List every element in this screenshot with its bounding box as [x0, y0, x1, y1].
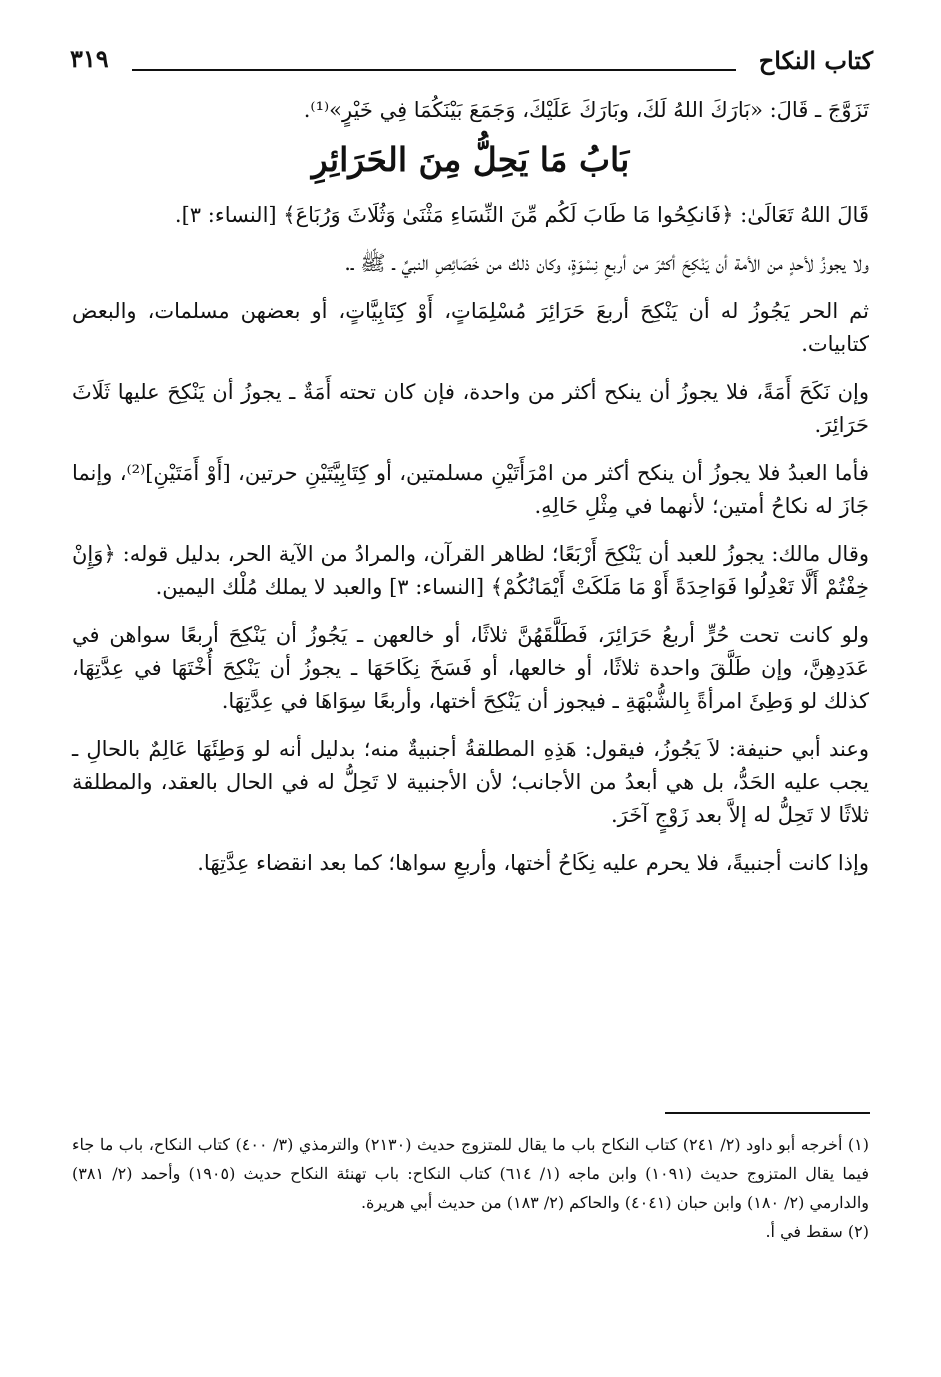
paragraph-conclusion: وإذا كانت أجنبيةً، فلا يحرم عليه نِكَاحُ أختها، وأربعِ سواها؛ كما بعد انقضاء عِدَّتِهَا.: [197, 851, 869, 875]
footnotes: [72, 1130, 869, 1246]
paragraph-quran-verse: قَالَ اللهُ تَعَالَىٰ: ﴿فَانكِحُوا مَا طَابَ لَكُم مِّنَ النِّسَاءِ مَثْنَىٰ وَثُلَاثَ وَرُبَاعَ﴾ [النساء: ٣].: [174, 203, 869, 227]
footnote-1: (١) أخرجه أبو داود (٢/ ٢٤١) كتاب النكاح باب ما يقال للمتزوج حديث (٢١٣٠) والترمذي (٣/ ٤٠٠) كتاب النكاح، باب ما جاء فيما يقال المتزوج حديث (١٠٩١) وابن ماجه (١/ ٦١٤) كتاب النكاح: باب تهنئة النكاح حديث (١٩٠٥) وأحمد (٢/ ٣٨١) والدارمي (٢/ ١٨٠) وابن حبان (٤٠٤١) والحاكم (٢/ ١٨٣) من حديث أبي هريرة.: [72, 1135, 870, 1212]
paragraph-abu-hanifa: وعند أبي حنيفة: لاَ يَجُوزُ، فيقول: هَذِهِ المطلقةُ أجنبيةٌ منه؛ بدليل أنه لو وَطِئَهَا عَالِمٌ بالحالِ ـ يجب عليه الحَدُّ، بل هي أبعدُ من الأجانب؛ لأن الأجنبية لا تَحِلُّ له في الحال بالعقد، والمطلقة ثلاثًا لا تَحِلُّ له إلاَّ بعد زَوْجٍ آخَرَ.: [72, 737, 869, 827]
page-number: ٣١٩: [70, 44, 109, 73]
paragraph-slave-man: فأما العبدُ فلا يجوزُ أن ينكح أكثر من امْرَأَتَيْنِ مسلمتين، أو كِتَابِيَّتَيْنِ حرتين، [أَوْ أَمَتَيْنِ]⁽²⁾، وإنما جَازَ له نكاحُ أمتين؛ لأنهما في مِثْلِ حَالِهِ.: [72, 461, 869, 518]
intro-line: تَزَوَّجَ ـ قَالَ: «بَارَكَ اللهُ لَكَ، وبَارَكَ عَلَيْكَ، وَجَمَعَ بَيْنَكُمَا فِي خَيْرٍ»⁽¹⁾.: [303, 98, 869, 122]
paragraph-four-wives: ولا يجوزُ لأحدٍ من الأمة أن يَنْكِحَ أكثرَ من أربعِ نِسْوَةٍ، وكان ذلك من خَصَائِصِ النبيِّ ـ ﷺ ـ.: [344, 251, 869, 275]
paragraph-free-man: ثم الحر يَجُوزُ له أن يَنْكِحَ أربعَ حَرَائِرَ مُسْلِمَاتٍ، أَوْ كِتَابِيَّاتٍ، أو بعضهن مسلمات، والبعض كتابيات.: [72, 299, 869, 356]
header-rule: [132, 69, 736, 71]
paragraph-divorce: ولو كانت تحت حُرٍّ أربعُ حَرَائِرَ، فَطَلَّقَهُنَّ ثلاثًا، أو خالعهن ـ يَجُوزُ أن يَنْكِحَ أربعًا سواهن في عَدَدِهِنَّ، وإن طَلَّقَ واحدة ثلاثًا، أو خالعها، أو فَسَخَ نِكَاحَهَا ـ يجوزُ أن يَنْكِحَ أُخْتَهَا في عِدَّتِهَا، كذلك لو وَطِئَ امرأةً بِالشُّبْهَةِ ـ فيجوز أن يَنْكِحَ أختها، وأربعًا سِوَاهَا في عِدَّتِهَا.: [72, 623, 869, 713]
chapter-title: بَابُ مَا يَحِلُّ مِنَ الحَرَائِرِ: [311, 140, 630, 179]
running-header-title: كتاب النكاح: [758, 46, 873, 75]
paragraph-slave-wife: وإن نَكَحَ أَمَةً، فلا يجوزُ أن ينكح أكثر من واحدة، فإن كان تحته أَمَةٌ ـ يجوزُ أن يَنْكِحَ عليها ثَلَاثَ حَرَائِرَ.: [72, 380, 869, 437]
footnote-2: (٢) سقط في أ.: [765, 1222, 869, 1241]
footnote-rule: [665, 1112, 870, 1114]
main-text: [72, 94, 869, 880]
paragraph-malik: وقال مالك: يجوزُ للعبد أن يَنْكِحَ أَرْبَعًا؛ لظاهر القرآن، والمرادُ من الآية الحر، بدليل قوله: ﴿وَإِنْ خِفْتُمْ أَلَّا تَعْدِلُوا فَوَاحِدَةً أَوْ مَا مَلَكَتْ أَيْمَانُكُمْ﴾ [النساء: ٣] والعبد لا يملك مُلْك اليمين.: [72, 542, 869, 599]
